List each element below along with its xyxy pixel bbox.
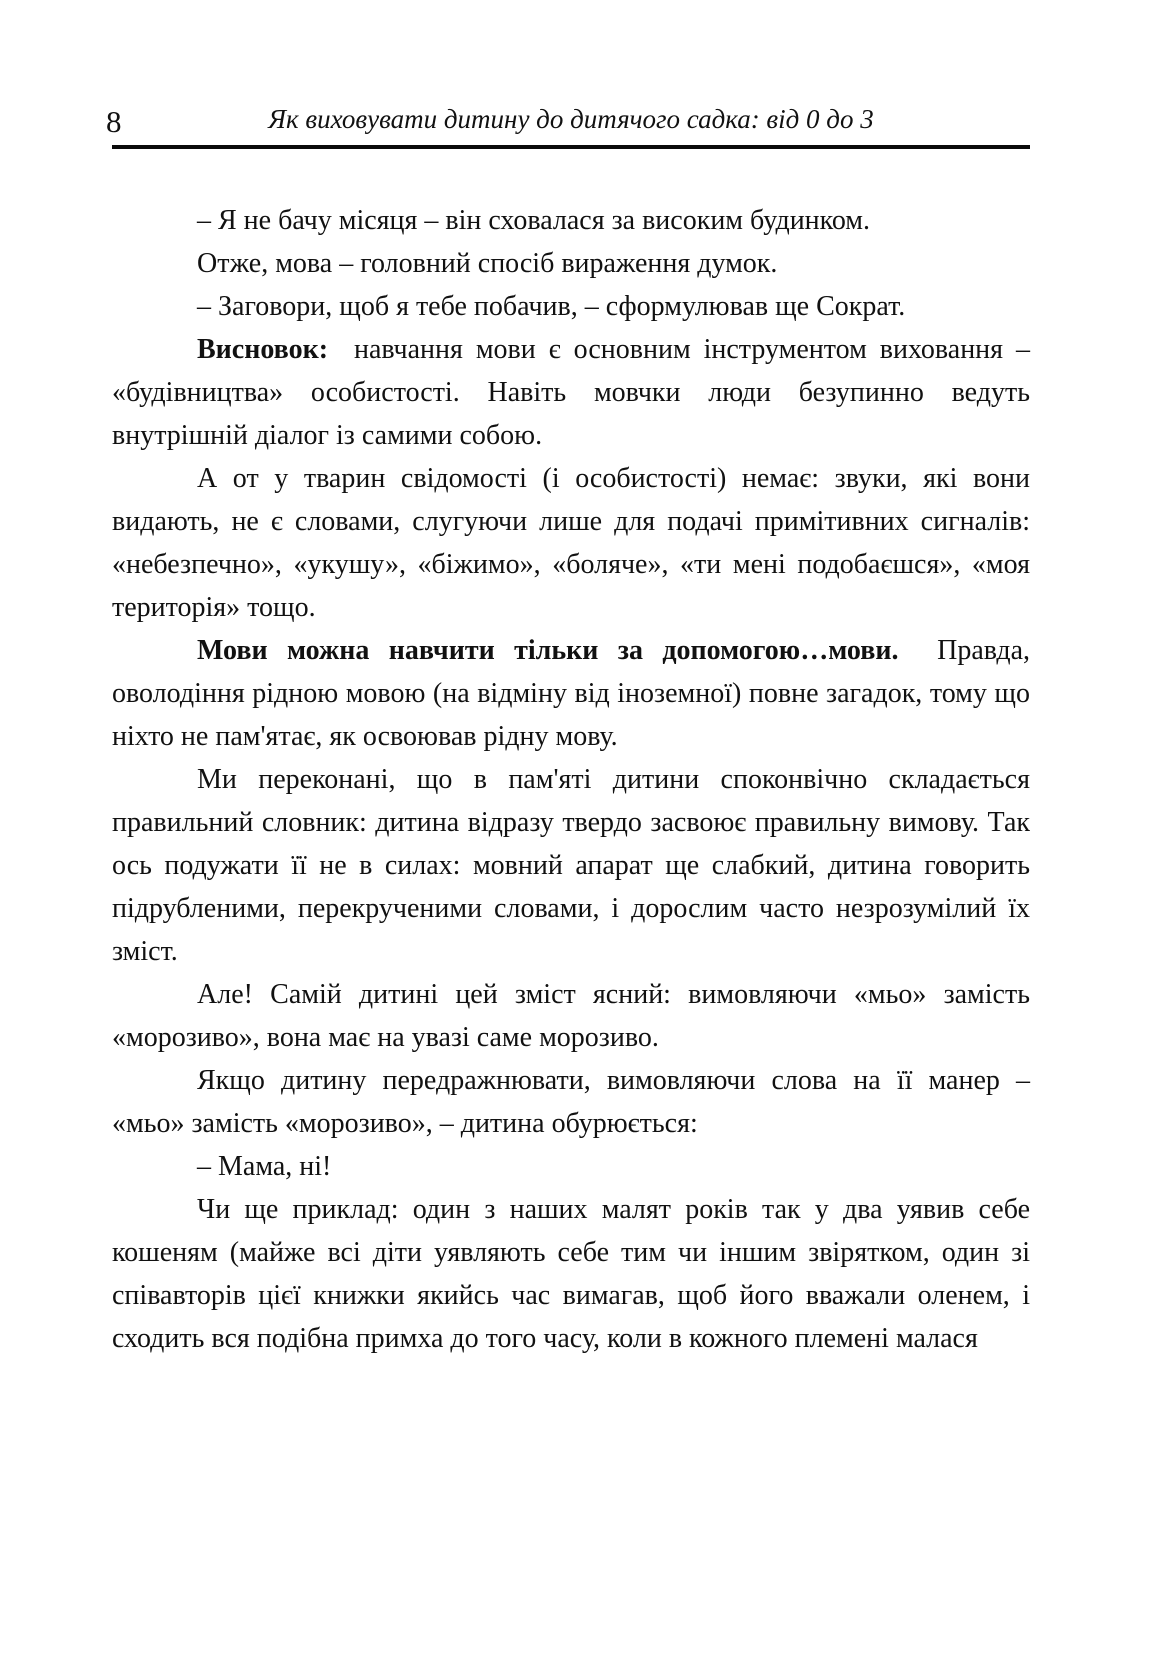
paragraph [112, 629, 1030, 758]
paragraph: – Заговори, щоб я тебе побачив, – сформулював ще Сократ. [197, 291, 906, 323]
running-title: Як виховувати дитину до дитячого садка: від 0 до 3 [268, 104, 874, 134]
paragraph: Якщо дитину передражнювати, вимовляючи слова на її манер – «мьо» замість «морозиво», – дитина обурюється: [112, 1065, 1030, 1140]
page-number: 8 [106, 104, 122, 140]
paragraph [112, 328, 1030, 457]
body-text [112, 199, 1030, 1360]
paragraph: Отже, мова – головний спосіб вираження думок. [197, 248, 778, 280]
paragraph: А от у тварин свідомості (і особистості) немає: звуки, які вони видають, не є словами, слугуючи лише для подачі примітивних сигналів: «небезпечно», «укушу», «біжимо», «боляче», «ти мені подобаєшся», «моя територія» тощо. [112, 463, 1030, 624]
paragraph: Чи ще приклад: один з наших малят років так у два уявив себе кошеням (майже всі діти уявляють себе тим чи іншим звірятком, один зі співавторів цієї книжки якийсь час вимагав, щоб його вважали оленем, і сходить вся подібна примха до того часу, коли в кожного племені малася [112, 1194, 1030, 1355]
paragraph-text: навчання мови є основним інструментом виховання – «будівництва» особистості. Навіть мовчки люди безупинно ведуть внутрішній діалог із самими собою. [112, 334, 1030, 452]
paragraph-bold-lead: Висновок: [197, 334, 329, 366]
paragraph-bold-lead: Мови можна навчити тільки за допомогою…мови. [197, 635, 899, 667]
paragraph: – Я не бачу місяця – він сховалася за високим будинком. [197, 205, 871, 237]
paragraph: – Мама, ні! [197, 1151, 332, 1183]
paragraph: Ми переконані, що в пам'яті дитини споконвічно складається правильний словник: дитина відразу твердо засвоює правильну вимову. Так ось подужати її не в силах: мовний апарат ще слабкий, дитина говорить підрубленими, перекрученими словами, і дорослим часто незрозумілий їх зміст. [112, 764, 1030, 968]
text-column [106, 0, 1031, 1360]
page-header [106, 0, 1030, 149]
paragraph: Але! Самій дитині цей зміст ясний: вимовляючи «мьо» замість «морозиво», вона має на увазі саме морозиво. [112, 979, 1030, 1054]
paragraph-text: Правда, оволодіння рідною мовою (на відміну від іноземної) повне загадок, тому що ніхто не пам'ятає, як освоював рідну мову. [112, 635, 1031, 753]
